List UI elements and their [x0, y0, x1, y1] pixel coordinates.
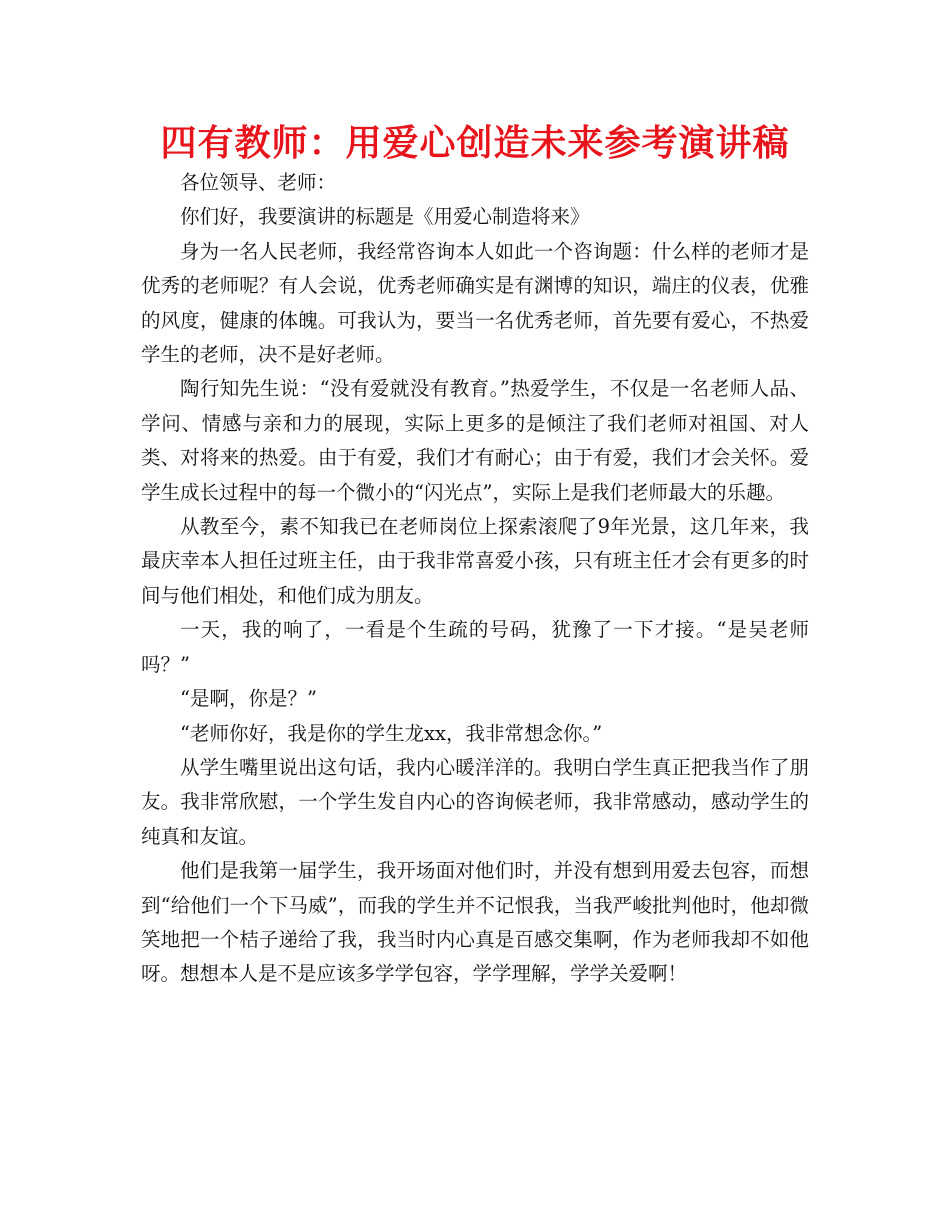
paragraph: 一天，我的响了，一看是个生疏的号码，犹豫了一下才接。“是吴老师吗？”: [141, 618, 809, 676]
paragraph: 从学生嘴里说出这句话，我内心暖洋洋的。我明白学生真正把我当作了朋友。我非常欣慰，一个学生发自内心的咨询候老师，我非常感动，感动学生的纯真和友谊。: [141, 755, 809, 848]
document-body: [141, 166, 809, 992]
document-title: 四有教师：用爱心创造未来参考演讲稿: [160, 123, 790, 164]
paragraph: 他们是我第一届学生，我开场面对他们时，并没有想到用爱去包容，而想到“给他们一个下马威”，而我的学生并不记恨我，当我严峻批判他时，他却微笑地把一个桔子递给了我，我当时内心真是百感交集啊，作为老师我却不如他呀。想想本人是不是应该多学学包容，学学理解，学学关爱啊！: [141, 859, 809, 986]
paragraph-greeting: 各位领导、老师：: [180, 171, 337, 194]
paragraph: 陶行知先生说：“没有爱就没有教育。”热爱学生，不仅是一名老师人品、学问、情感与亲和力的展现，实际上更多的是倾注了我们老师对祖国、对人类、对将来的热爱。由于有爱，我们才有耐心；由于有爱，我们才会关怀。爱学生成长过程中的每一个微小的“闪光点”，实际上是我们老师最大的乐趣。: [141, 377, 809, 504]
paragraph: 从教至今，素不知我已在老师岗位上探索滚爬了9年光景，这几年来，我最庆幸本人担任过班主任，由于我非常喜爱小孩，只有班主任才会有更多的时间与他们相处，和他们成为朋友。: [141, 515, 809, 607]
paragraph-intro: 你们好，我要演讲的标题是《用爱心制造将来》: [180, 205, 590, 229]
paragraph-dialogue: “老师你好，我是你的学生龙xx，我非常想念你。”: [180, 721, 603, 745]
paragraph: 身为一名人民老师，我经常咨询本人如此一个咨询题：什么样的老师才是优秀的老师呢？有人会说，优秀老师确实是有渊博的知识，端庄的仪表，优雅的风度，健康的体魄。可我认为，要当一名优秀老师，首先要有爱心，不热爱学生的老师，决不是好老师。: [141, 239, 809, 367]
paragraph-dialogue: “是啊，你是？”: [180, 687, 317, 711]
